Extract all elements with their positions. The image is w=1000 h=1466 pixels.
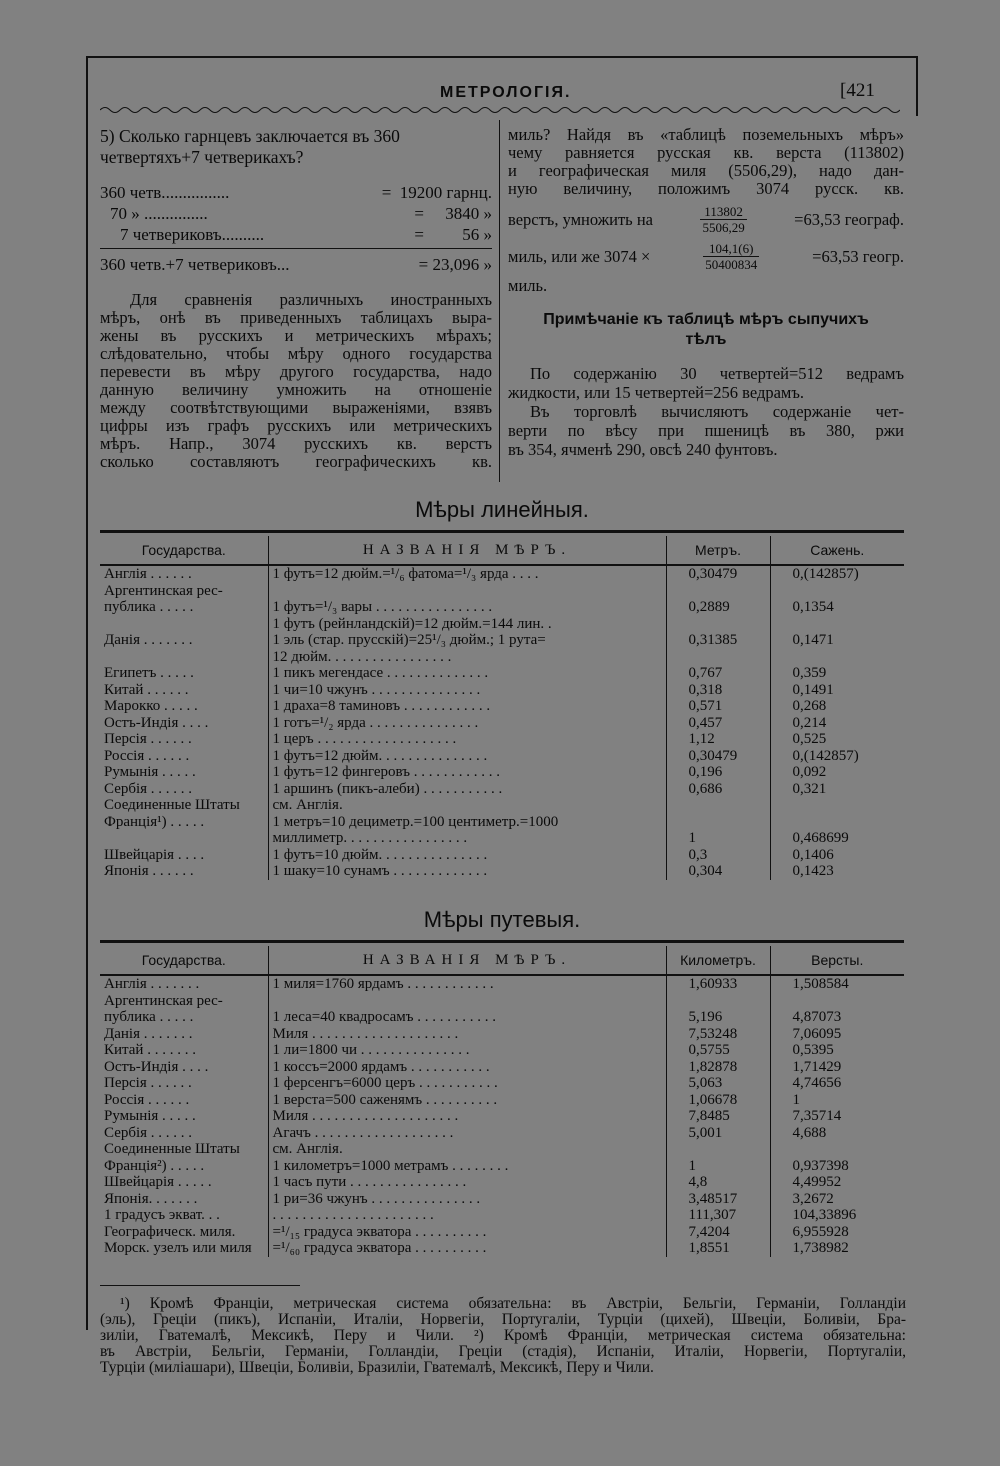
cell-country: Франція²) . . . . .: [100, 1158, 268, 1175]
cell-measure-name: 1 футъ (рейнландскій)=12 дюйм.=144 лин. .: [268, 616, 666, 633]
cell-measure-name: 1 часъ пути . . . . . . . . . . . . . . . .: [268, 1174, 666, 1191]
cell-value-1: 1: [666, 1158, 770, 1175]
running-title: МЕТРОЛОГІЯ.: [440, 84, 572, 101]
cell-measure-name: 1 готъ=¹/₂ ярда . . . . . . . . . . . . . . .: [268, 715, 666, 732]
table-row: [100, 781, 904, 798]
cell-value-1: [666, 616, 770, 633]
cell-country: Румынія . . . . .: [100, 764, 268, 781]
cell-country: Сербія . . . . . .: [100, 1125, 268, 1142]
cell-value-2: 0,937398: [792, 1157, 849, 1174]
cell-value-1: [666, 814, 770, 831]
cell-value-1: 0,3: [666, 847, 770, 864]
paragraph-line: ную величину, положимъ 3074 русск. кв.: [508, 179, 904, 198]
linear-measures-table: [100, 536, 904, 880]
paragraph-line: верти по вѣсу при пшеницѣ въ 380, ржи: [508, 421, 904, 440]
calc-dots: ...............: [144, 204, 208, 223]
cell-value-2: 1,738982: [792, 1240, 849, 1256]
table-row: [100, 863, 904, 880]
column-header-country: Государства.: [100, 536, 268, 565]
page-frame-right: [916, 56, 918, 116]
cell-value-1: 5,063: [666, 1075, 770, 1092]
page-frame-left: [86, 56, 88, 1330]
cell-country: Соединенные Штаты: [100, 1141, 268, 1158]
cell-measure-name: =¹/₁₅ градуса экватора . . . . . . . . . .: [268, 1224, 666, 1241]
table-row: [100, 665, 904, 682]
note-paragraph-1: [508, 364, 904, 402]
fraction-denominator: 5506,29: [702, 220, 745, 235]
table-row: [100, 797, 904, 814]
paragraph-line: сколько составляютъ географическихъ кв.: [100, 452, 492, 471]
footnote-line: (эль), Греціи (пикъ), Испаніи, Италіи, Норвегіи, Португаліи, Турціи (цихей), Швеціи, Боливіи, Бра-: [100, 1311, 906, 1328]
calc-eq: =: [381, 183, 392, 202]
calc-value: 3840 »: [445, 204, 492, 223]
cell-value-2: 0,1491: [792, 681, 834, 698]
table-row: [100, 632, 904, 649]
cell-value-1: 4,8: [666, 1174, 770, 1191]
cell-country: Швейцарія . . . . .: [100, 1174, 268, 1191]
cell-measure-name: 1 коссъ=2000 ярдамъ . . . . . . . . . . .: [268, 1059, 666, 1076]
table-row: [100, 1158, 904, 1175]
equation-1: [508, 204, 904, 235]
calc-row: [100, 224, 492, 245]
paragraph-line: мѣръ, онѣ въ приведенныхъ таблицахъ выра-: [100, 308, 492, 327]
cell-country: Остъ-Индія . . . .: [100, 715, 268, 732]
footnote-line: Турціи (миліашари), Швеціи, Боливіи, Бразиліи, Гватемалѣ, Мексикѣ, Перу и Чили.: [100, 1359, 654, 1376]
cell-value-1: 5,196: [666, 1009, 770, 1026]
cell-measure-name: Миля . . . . . . . . . . . . . . . . . . . .: [268, 1026, 666, 1043]
cell-measure-name: 1 миля=1760 ярдамъ . . . . . . . . . . . .: [268, 975, 666, 993]
cell-measure-name: 1 футъ=¹/₃ вары . . . . . . . . . . . . . . . .: [268, 599, 666, 616]
road-table-body: [100, 975, 904, 1257]
cell-value-1: 1,06678: [666, 1092, 770, 1109]
calc-label: 70 »: [110, 204, 140, 223]
cell-country: Египетъ . . . . .: [100, 665, 268, 682]
paragraph-line: миль? Найдя въ «таблицѣ поземельныхъ мѣръ»: [508, 125, 904, 144]
page-frame-top: [86, 56, 917, 58]
note-heading-line: тѣлъ: [685, 331, 727, 348]
cell-country: Японія. . . . . . .: [100, 1191, 268, 1208]
linear-table-top-rule: [100, 530, 904, 533]
footnote-rule: [100, 1285, 300, 1286]
cell-value-2: 0,(142857): [792, 747, 859, 764]
calc-eq: =: [414, 225, 424, 244]
cell-country: Географическ. миля.: [100, 1224, 268, 1241]
cell-measure-name: 12 дюйм. . . . . . . . . . . . . . . . .: [268, 649, 666, 666]
column-header-measure: НАЗВАНІЯ МѢРЪ.: [268, 536, 666, 565]
cell-measure-name: 1 драха=8 таминовъ . . . . . . . . . . . .: [268, 698, 666, 715]
table-row: [100, 1125, 904, 1142]
table-row: [100, 830, 904, 847]
cell-value-2: 1,71429: [792, 1058, 842, 1075]
right-column: [508, 126, 904, 459]
cell-value-1: 111,307: [666, 1207, 770, 1224]
table-row: [100, 993, 904, 1010]
table-header-row: [100, 536, 904, 565]
cell-country: публика . . . . .: [100, 1009, 268, 1026]
table-row: [100, 649, 904, 666]
calc-label: 7 четвериковъ: [120, 225, 222, 244]
cell-value-2: 6,955928: [792, 1223, 849, 1240]
cell-measure-name: см. Англія.: [268, 1141, 666, 1158]
table-row: [100, 583, 904, 600]
calc-total: [100, 254, 492, 275]
table-row: [100, 1191, 904, 1208]
table-row: [100, 565, 904, 583]
cell-country: Данія . . . . . . .: [100, 1026, 268, 1043]
cell-value-2: 0,359: [792, 665, 827, 681]
road-measures-table: [100, 946, 904, 1257]
paragraph-line: Для сравненія различныхъ иностранныхъ: [130, 290, 492, 309]
table-row: [100, 731, 904, 748]
paragraph-line: слѣдовательно, чтобы мѣру одного государства: [100, 344, 492, 363]
linear-section-title: Мѣры линейныя.: [415, 497, 589, 522]
cell-value-1: 7,53248: [666, 1026, 770, 1043]
column-header-country: Государства.: [100, 946, 268, 975]
cell-value-2: 0,525: [792, 731, 827, 747]
table-row: [100, 814, 904, 831]
fraction-denominator: 50400834: [705, 257, 758, 272]
cell-value-2: [770, 616, 904, 633]
column-header-versty: Версты.: [770, 946, 904, 975]
paragraph-line: въ 354, ячменѣ 290, овсѣ 240 фунтовъ.: [508, 440, 778, 459]
calc-label: 360 четв.+7 четвериковъ: [100, 255, 277, 274]
cell-country: [100, 616, 268, 633]
cell-country: Персія . . . . . .: [100, 731, 268, 748]
cell-measure-name: 1 футъ=10 дюйм. . . . . . . . . . . . . . .: [268, 847, 666, 864]
cell-value-1: [666, 649, 770, 666]
cell-measure-name: 1 аршинъ (пикъ-алеби) . . . . . . . . . . .: [268, 781, 666, 798]
cell-measure-name: 1 церъ . . . . . . . . . . . . . . . . . . .: [268, 731, 666, 748]
table-row: [100, 1207, 904, 1224]
cell-value-1: 0,457: [666, 715, 770, 732]
cell-country: Данія . . . . . . .: [100, 632, 268, 649]
equation-text: верстъ, умножить на: [508, 209, 653, 229]
cell-value-2: 4,87073: [792, 1009, 842, 1025]
cell-value-1: 1,8551: [666, 1240, 770, 1257]
equation-text: миль, или же 3074 ×: [508, 246, 651, 266]
equation-text: =63,53 географ.: [794, 209, 904, 229]
cell-value-1: 0,2889: [666, 599, 770, 616]
paragraph-line: чему равняется русская кв. верста (113802): [508, 143, 904, 162]
cell-value-2: 0,1423: [792, 863, 834, 879]
cell-value-2: 1: [792, 1091, 800, 1108]
cell-value-2: 0,1471: [792, 632, 834, 648]
column-rule: [499, 120, 500, 482]
cell-measure-name: [268, 583, 666, 600]
cell-country: Китай . . . . . . .: [100, 1042, 268, 1059]
note-paragraph-2: [508, 402, 904, 459]
calc-row: [100, 182, 492, 203]
paragraph-line: мѣръ. Напр., 3074 русскихъ кв. верстъ: [100, 434, 492, 453]
cell-value-2: 0,1354: [792, 599, 834, 615]
cell-value-2: 0,321: [792, 780, 827, 797]
paragraph-line: цифры изъ графъ русскихъ или метрическихъ: [100, 416, 492, 435]
cell-value-2: [770, 649, 904, 666]
cell-measure-name: 1 ли=1800 чи . . . . . . . . . . . . . . .: [268, 1042, 666, 1059]
cell-value-1: [666, 797, 770, 814]
footnote-line: ¹) Кромѣ Франціи, метрическая система обязательна: въ Австріи, Бельгіи, Германіи, Голландіи: [120, 1295, 906, 1312]
cell-country: Сербія . . . . . .: [100, 781, 268, 798]
cell-country: [100, 830, 268, 847]
cell-value-1: [666, 1141, 770, 1158]
cell-country: Морск. узелъ или миля: [100, 1240, 268, 1257]
cell-value-2: 0,092: [792, 764, 827, 780]
linear-table-body: [100, 565, 904, 880]
cell-country: Аргентинская рес-: [100, 583, 268, 600]
cell-value-2: 4,74656: [792, 1075, 842, 1091]
table-row: [100, 1075, 904, 1092]
intro-paragraph: [100, 291, 492, 471]
footnotes: [100, 1296, 906, 1376]
cell-value-1: 7,8485: [666, 1108, 770, 1125]
table-row: [100, 1224, 904, 1241]
cell-value-1: 0,30479: [666, 748, 770, 765]
cell-value-2: 0,5395: [792, 1042, 834, 1058]
cell-value-2: 4,688: [792, 1124, 827, 1141]
cell-measure-name: 1 футъ=12 фингеровъ . . . . . . . . . . . .: [268, 764, 666, 781]
column-header-kilometer: Километръ.: [666, 946, 770, 975]
cell-country: Марокко . . . . .: [100, 698, 268, 715]
paragraph-line: между соотвѣтствующими выраженіями, взявъ: [100, 398, 492, 417]
cell-value-2: 0,(142857): [792, 566, 859, 582]
cell-measure-name: см. Англія.: [268, 797, 666, 814]
question: [100, 126, 492, 168]
paragraph-line: и географическая миля (5506,29), надо дан-: [508, 161, 904, 180]
calc-dots: ...: [276, 255, 290, 274]
road-table-top-rule: [100, 940, 904, 943]
cell-value-2: 0,268: [792, 698, 827, 714]
cell-measure-name: миллиметр. . . . . . . . . . . . . . . . .: [268, 830, 666, 847]
cell-value-1: 0,5755: [666, 1042, 770, 1059]
paragraph-line: По содержанію 30 четвертей=512 ведрамъ: [530, 364, 904, 383]
cell-country: Россія . . . . . .: [100, 1092, 268, 1109]
cell-country: Китай . . . . . .: [100, 682, 268, 699]
fraction-numerator: 113802: [700, 204, 746, 220]
cell-value-1: [666, 583, 770, 600]
cell-country: Остъ-Индія . . . .: [100, 1059, 268, 1076]
column-header-sazhen: Сажень.: [770, 536, 904, 565]
table-row: [100, 764, 904, 781]
road-section-title: Мѣры путевыя.: [423, 907, 581, 932]
cell-value-1: 0,571: [666, 698, 770, 715]
question-line: четвертяхъ+7 четверикахъ?: [100, 147, 304, 167]
cell-value-1: 3,48517: [666, 1191, 770, 1208]
cell-value-2: 0,214: [792, 714, 827, 731]
cell-country: Аргентинская рес-: [100, 993, 268, 1010]
cell-measure-name: 1 метръ=10 дециметр.=100 центиметр.=1000: [268, 814, 666, 831]
cell-country: Россія . . . . . .: [100, 748, 268, 765]
table-row: [100, 698, 904, 715]
table-row: [100, 1174, 904, 1191]
table-row: [100, 1009, 904, 1026]
cell-measure-name: 1 эль (стар. прусскій)=25¹/₃ дюйм.; 1 рута=: [268, 632, 666, 649]
cell-country: Франція¹) . . . . .: [100, 814, 268, 831]
table-row: [100, 616, 904, 633]
cell-value-2: 0,468699: [792, 830, 849, 846]
calc-value: 19200 гарнц.: [399, 183, 492, 202]
cell-measure-name: 1 леса=40 квадросамъ . . . . . . . . . . .: [268, 1009, 666, 1026]
cell-value-1: 0,30479: [666, 565, 770, 583]
table-row: [100, 1108, 904, 1125]
calc-eq: =: [418, 255, 429, 274]
cell-value-1: 7,4204: [666, 1224, 770, 1241]
table-row: [100, 682, 904, 699]
cell-measure-name: 1 футъ=12 дюйм. . . . . . . . . . . . . . .: [268, 748, 666, 765]
fraction: [703, 241, 759, 272]
cell-country: [100, 649, 268, 666]
table-row: [100, 748, 904, 765]
table-row: [100, 1092, 904, 1109]
cell-measure-name: 1 ферсенгъ=6000 церъ . . . . . . . . . . .: [268, 1075, 666, 1092]
footnote-line: въ Австріи, Бельгіи, Германіи, Голландіи, Греціи (стадія), Испаніи, Италіи, Норвегіи, Португаліи,: [100, 1343, 906, 1360]
cell-measure-name: =¹/₆₀ градуса экватора . . . . . . . . . .: [268, 1240, 666, 1257]
cell-measure-name: Агачъ . . . . . . . . . . . . . . . . . . .: [268, 1125, 666, 1142]
cell-value-1: 0,31385: [666, 632, 770, 649]
paragraph-line: жидкости, или 15 четвертей=256 ведрамъ.: [508, 383, 805, 402]
cell-value-2: 4,49952: [792, 1174, 842, 1190]
calc-block: [100, 182, 492, 275]
table-row: [100, 1240, 904, 1257]
left-column: [100, 126, 492, 471]
calc-value: 56 »: [462, 225, 492, 244]
table-row: [100, 1141, 904, 1158]
cell-value-1: 1,82878: [666, 1059, 770, 1076]
calc-dots: ..........: [221, 225, 265, 244]
cell-value-1: [666, 993, 770, 1010]
cell-value-2: 104,33896: [792, 1207, 857, 1223]
fraction: [700, 204, 746, 235]
cell-country: 1 градусъ экват. . .: [100, 1207, 268, 1224]
cell-measure-name: Миля . . . . . . . . . . . . . . . . . . . .: [268, 1108, 666, 1125]
cell-value-1: 0,304: [666, 863, 770, 880]
calc-dots: ...............: [165, 183, 230, 202]
table-row: [100, 1026, 904, 1043]
equation-tail: миль.: [508, 276, 548, 295]
cell-value-1: 0,196: [666, 764, 770, 781]
cell-value-2: [770, 814, 904, 831]
calc-value: 23,096 »: [432, 255, 492, 274]
table-row: [100, 1059, 904, 1076]
cell-measure-name: 1 футъ=12 дюйм.=¹/₆ фатома=¹/₃ ярда . . . .: [268, 565, 666, 583]
footnote-line: зиліи, Гватемалѣ, Мексикѣ, Перу и Чили. ²) Кромѣ Франціи, метрическая система обязательна:: [100, 1327, 906, 1344]
cell-value-2: 7,35714: [792, 1108, 842, 1124]
cell-country: Швейцарія . . . .: [100, 847, 268, 864]
cell-measure-name: 1 чи=10 чжунъ . . . . . . . . . . . . . . .: [268, 682, 666, 699]
equation-2: [508, 241, 904, 272]
column-header-meter: Метръ.: [666, 536, 770, 565]
cell-country: публика . . . . .: [100, 599, 268, 616]
cell-value-1: 0,686: [666, 781, 770, 798]
cell-value-2: 0,1406: [792, 846, 834, 863]
calc-rule: [100, 248, 492, 249]
paragraph-line: жены въ русскихъ и метрическихъ мѣрахъ;: [100, 326, 492, 345]
cell-measure-name: 1 шаку=10 сунамъ . . . . . . . . . . . . .: [268, 863, 666, 880]
cell-value-2: [770, 797, 904, 814]
table-row: [100, 1042, 904, 1059]
table-row: [100, 975, 904, 993]
cell-value-2: [770, 993, 904, 1010]
column-header-measure: НАЗВАНІЯ МѢРЪ.: [268, 946, 666, 975]
cell-value-2: [770, 583, 904, 600]
wavy-divider: [100, 104, 900, 116]
cell-value-2: 1,508584: [792, 976, 849, 992]
cell-measure-name: [268, 993, 666, 1010]
right-paragraph: [508, 126, 904, 198]
cell-value-1: 0,318: [666, 682, 770, 699]
cell-measure-name: . . . . . . . . . . . . . . . . . . . . . .: [268, 1207, 666, 1224]
table-row: [100, 715, 904, 732]
cell-measure-name: 1 пикъ мегендасе . . . . . . . . . . . . . .: [268, 665, 666, 682]
cell-value-1: 1,60933: [666, 975, 770, 993]
table-row: [100, 599, 904, 616]
table-row: [100, 847, 904, 864]
question-line: 5) Сколько гарнцевъ заключается въ 360: [100, 126, 400, 146]
calc-eq: =: [414, 204, 424, 223]
paragraph-line: данную величину умножить на отношеніе: [100, 380, 492, 399]
note-heading-line: Примѣчаніе къ таблицѣ мѣръ сыпучихъ: [543, 311, 869, 328]
note-heading: [508, 310, 904, 350]
calc-label: 360 четв.: [100, 183, 166, 202]
cell-value-1: 1: [666, 830, 770, 847]
cell-country: Персія . . . . . .: [100, 1075, 268, 1092]
cell-country: Румынія . . . . .: [100, 1108, 268, 1125]
cell-value-2: [770, 1141, 904, 1158]
equation-text: =63,53 геогр.: [812, 246, 904, 266]
cell-country: Соединенные Штаты: [100, 797, 268, 814]
paragraph-line: Въ торговлѣ вычисляютъ содержаніе чет-: [530, 402, 904, 421]
cell-country: Англія . . . . . . .: [100, 975, 268, 993]
table-header-row: [100, 946, 904, 975]
cell-value-1: 5,001: [666, 1125, 770, 1142]
fraction-numerator: 104,1(6): [703, 241, 759, 257]
calc-row: [100, 203, 492, 224]
cell-measure-name: 1 ри=36 чжунъ . . . . . . . . . . . . . . .: [268, 1191, 666, 1208]
page-number: [421: [840, 80, 875, 101]
paragraph-line: перевести въ мѣру другого государства, надо: [100, 362, 492, 381]
cell-measure-name: 1 километръ=1000 метрамъ . . . . . . . .: [268, 1158, 666, 1175]
cell-country: Японія . . . . . .: [100, 863, 268, 880]
cell-value-2: 3,2672: [792, 1190, 834, 1207]
cell-value-1: 0,767: [666, 665, 770, 682]
cell-value-2: 7,06095: [792, 1025, 842, 1042]
cell-value-1: 1,12: [666, 731, 770, 748]
cell-country: Англія . . . . . .: [100, 565, 268, 583]
cell-measure-name: 1 верста=500 саженямъ . . . . . . . . . .: [268, 1092, 666, 1109]
